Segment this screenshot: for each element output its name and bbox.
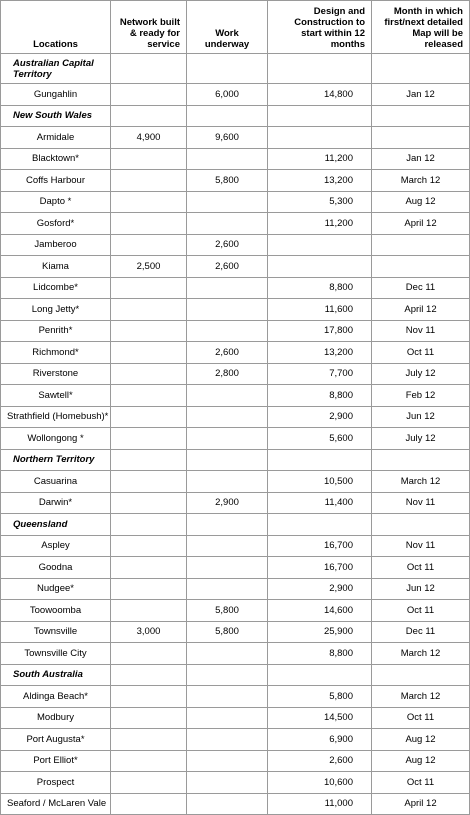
cell-work-underway (187, 643, 268, 665)
cell-location: Modbury (1, 707, 111, 729)
cell-work-underway (187, 299, 268, 321)
section-empty-cell (187, 105, 268, 127)
cell-network-built (111, 234, 187, 256)
section-empty-cell (187, 449, 268, 471)
cell-network-built (111, 170, 187, 192)
cell-design-construction: 14,800 (268, 84, 372, 106)
table-row (1, 320, 470, 342)
section-title: Australian Capital Territory (1, 54, 111, 84)
cell-month-released: Oct 11 (372, 342, 470, 364)
section-empty-cell (187, 664, 268, 686)
cell-month-released: Nov 11 (372, 535, 470, 557)
section-empty-cell (111, 514, 187, 536)
cell-design-construction (268, 234, 372, 256)
cell-network-built (111, 363, 187, 385)
table-row (1, 363, 470, 385)
section-empty-cell (187, 514, 268, 536)
cell-location: Kiama (1, 256, 111, 278)
cell-work-underway: 6,000 (187, 84, 268, 106)
cell-design-construction (268, 256, 372, 278)
header-network-built: Network built & ready for service (111, 1, 187, 54)
cell-location: Seaford / McLaren Vale (1, 793, 111, 815)
cell-month-released: Oct 11 (372, 707, 470, 729)
cell-work-underway: 5,800 (187, 600, 268, 622)
cell-work-underway (187, 729, 268, 751)
table-row (1, 492, 470, 514)
cell-work-underway: 2,800 (187, 363, 268, 385)
header-row (1, 1, 470, 54)
cell-location: Darwin* (1, 492, 111, 514)
cell-design-construction: 16,700 (268, 535, 372, 557)
table-row (1, 148, 470, 170)
section-empty-cell (372, 514, 470, 536)
table-row (1, 342, 470, 364)
cell-network-built: 3,000 (111, 621, 187, 643)
cell-month-released: Aug 12 (372, 191, 470, 213)
cell-design-construction: 6,900 (268, 729, 372, 751)
cell-location: Prospect (1, 772, 111, 794)
cell-month-released: March 12 (372, 471, 470, 493)
cell-work-underway (187, 686, 268, 708)
cell-design-construction: 11,400 (268, 492, 372, 514)
cell-design-construction: 13,200 (268, 342, 372, 364)
section-row (1, 54, 470, 84)
cell-month-released: Oct 11 (372, 772, 470, 794)
table-body (1, 54, 470, 815)
cell-network-built: 4,900 (111, 127, 187, 149)
cell-network-built (111, 148, 187, 170)
cell-work-underway: 2,600 (187, 234, 268, 256)
cell-design-construction: 2,900 (268, 578, 372, 600)
cell-work-underway (187, 406, 268, 428)
section-empty-cell (268, 664, 372, 686)
cell-location: Dapto * (1, 191, 111, 213)
cell-network-built (111, 213, 187, 235)
cell-month-released: April 12 (372, 793, 470, 815)
table-row (1, 406, 470, 428)
cell-work-underway: 2,900 (187, 492, 268, 514)
table-row (1, 256, 470, 278)
table-row (1, 385, 470, 407)
cell-network-built: 2,500 (111, 256, 187, 278)
cell-location: Sawtell* (1, 385, 111, 407)
table-row (1, 686, 470, 708)
cell-location: Toowoomba (1, 600, 111, 622)
cell-location: Long Jetty* (1, 299, 111, 321)
section-empty-cell (111, 449, 187, 471)
cell-design-construction (268, 127, 372, 149)
cell-network-built (111, 277, 187, 299)
cell-network-built (111, 772, 187, 794)
table-header (1, 1, 470, 54)
section-empty-cell (268, 514, 372, 536)
cell-work-underway (187, 471, 268, 493)
table-row (1, 471, 470, 493)
cell-network-built (111, 471, 187, 493)
header-month-released: Month in which first/next detailed Map will be released (372, 1, 470, 54)
table-row (1, 277, 470, 299)
cell-design-construction: 2,900 (268, 406, 372, 428)
cell-design-construction: 13,200 (268, 170, 372, 192)
cell-network-built (111, 385, 187, 407)
cell-network-built (111, 342, 187, 364)
cell-design-construction: 5,800 (268, 686, 372, 708)
cell-network-built (111, 643, 187, 665)
cell-network-built (111, 299, 187, 321)
cell-location: Richmond* (1, 342, 111, 364)
table-row (1, 84, 470, 106)
cell-location: Strathfield (Homebush)* (1, 406, 111, 428)
cell-month-released (372, 256, 470, 278)
cell-design-construction: 16,700 (268, 557, 372, 579)
cell-design-construction: 11,000 (268, 793, 372, 815)
cell-month-released: Aug 12 (372, 729, 470, 751)
cell-work-underway (187, 320, 268, 342)
cell-work-underway: 5,800 (187, 170, 268, 192)
cell-network-built (111, 729, 187, 751)
cell-work-underway (187, 750, 268, 772)
cell-network-built (111, 84, 187, 106)
section-row (1, 105, 470, 127)
section-empty-cell (268, 449, 372, 471)
cell-month-released: Dec 11 (372, 277, 470, 299)
section-title: Northern Territory (1, 449, 111, 471)
cell-design-construction: 8,800 (268, 277, 372, 299)
cell-network-built (111, 686, 187, 708)
table-row (1, 557, 470, 579)
table-row (1, 750, 470, 772)
table-row (1, 535, 470, 557)
cell-work-underway (187, 535, 268, 557)
cell-network-built (111, 600, 187, 622)
cell-work-underway (187, 277, 268, 299)
cell-month-released: Aug 12 (372, 750, 470, 772)
cell-month-released: Dec 11 (372, 621, 470, 643)
cell-location: Jamberoo (1, 234, 111, 256)
header-locations: Locations (1, 1, 111, 54)
cell-location: Goodna (1, 557, 111, 579)
cell-work-underway (187, 213, 268, 235)
cell-design-construction: 11,200 (268, 213, 372, 235)
cell-network-built (111, 793, 187, 815)
cell-month-released: April 12 (372, 299, 470, 321)
cell-location: Penrith* (1, 320, 111, 342)
cell-design-construction: 8,800 (268, 385, 372, 407)
cell-month-released: July 12 (372, 428, 470, 450)
cell-location: Lidcombe* (1, 277, 111, 299)
table-row (1, 793, 470, 815)
cell-work-underway (187, 793, 268, 815)
cell-month-released (372, 127, 470, 149)
section-title: New South Wales (1, 105, 111, 127)
cell-network-built (111, 428, 187, 450)
cell-design-construction: 14,500 (268, 707, 372, 729)
header-design-construction: Design and Construction to start within 12 months (268, 1, 372, 54)
cell-network-built (111, 707, 187, 729)
table-row (1, 191, 470, 213)
table-row (1, 170, 470, 192)
cell-location: Gosford* (1, 213, 111, 235)
cell-design-construction: 2,600 (268, 750, 372, 772)
cell-work-underway (187, 578, 268, 600)
table-row (1, 600, 470, 622)
section-empty-cell (268, 54, 372, 84)
header-work-underway: Work underway (187, 1, 268, 54)
cell-work-underway: 5,800 (187, 621, 268, 643)
cell-network-built (111, 578, 187, 600)
cell-design-construction: 17,800 (268, 320, 372, 342)
cell-location: Port Augusta* (1, 729, 111, 751)
section-empty-cell (372, 449, 470, 471)
cell-month-released: Jan 12 (372, 84, 470, 106)
cell-design-construction: 5,600 (268, 428, 372, 450)
cell-location: Townsville (1, 621, 111, 643)
cell-month-released (372, 234, 470, 256)
cell-design-construction: 10,600 (268, 772, 372, 794)
table-row (1, 643, 470, 665)
cell-network-built (111, 750, 187, 772)
cell-design-construction: 10,500 (268, 471, 372, 493)
cell-month-released: Jun 12 (372, 578, 470, 600)
cell-work-underway (187, 707, 268, 729)
cell-network-built (111, 492, 187, 514)
section-row (1, 514, 470, 536)
table-row (1, 707, 470, 729)
section-empty-cell (111, 105, 187, 127)
cell-month-released: Nov 11 (372, 320, 470, 342)
cell-design-construction: 14,600 (268, 600, 372, 622)
cell-work-underway (187, 385, 268, 407)
cell-work-underway: 9,600 (187, 127, 268, 149)
cell-location: Port Elliot* (1, 750, 111, 772)
cell-location: Casuarina (1, 471, 111, 493)
cell-work-underway (187, 191, 268, 213)
cell-month-released: Jan 12 (372, 148, 470, 170)
cell-location: Armidale (1, 127, 111, 149)
table-row (1, 127, 470, 149)
table-row (1, 729, 470, 751)
section-empty-cell (187, 54, 268, 84)
cell-location: Aldinga Beach* (1, 686, 111, 708)
section-empty-cell (111, 664, 187, 686)
cell-month-released: March 12 (372, 170, 470, 192)
cell-network-built (111, 320, 187, 342)
section-row (1, 664, 470, 686)
cell-network-built (111, 535, 187, 557)
cell-month-released: April 12 (372, 213, 470, 235)
cell-design-construction: 11,600 (268, 299, 372, 321)
section-empty-cell (372, 105, 470, 127)
cell-month-released: March 12 (372, 686, 470, 708)
table-row (1, 621, 470, 643)
table-row (1, 234, 470, 256)
cell-work-underway (187, 772, 268, 794)
cell-location: Coffs Harbour (1, 170, 111, 192)
cell-month-released: July 12 (372, 363, 470, 385)
cell-location: Aspley (1, 535, 111, 557)
cell-month-released: Nov 11 (372, 492, 470, 514)
cell-design-construction: 8,800 (268, 643, 372, 665)
cell-work-underway: 2,600 (187, 342, 268, 364)
section-row (1, 449, 470, 471)
table-row (1, 428, 470, 450)
cell-month-released: March 12 (372, 643, 470, 665)
section-empty-cell (268, 105, 372, 127)
cell-location: Riverstone (1, 363, 111, 385)
section-empty-cell (372, 54, 470, 84)
cell-location: Gungahlin (1, 84, 111, 106)
cell-work-underway (187, 428, 268, 450)
cell-location: Wollongong * (1, 428, 111, 450)
cell-work-underway (187, 148, 268, 170)
cell-network-built (111, 406, 187, 428)
cell-design-construction: 5,300 (268, 191, 372, 213)
cell-month-released: Jun 12 (372, 406, 470, 428)
cell-work-underway (187, 557, 268, 579)
cell-month-released: Oct 11 (372, 557, 470, 579)
cell-location: Blacktown* (1, 148, 111, 170)
cell-work-underway: 2,600 (187, 256, 268, 278)
cell-design-construction: 25,900 (268, 621, 372, 643)
table-row (1, 772, 470, 794)
cell-design-construction: 7,700 (268, 363, 372, 385)
table-row (1, 213, 470, 235)
section-title: Queensland (1, 514, 111, 536)
cell-location: Nudgee* (1, 578, 111, 600)
cell-location: Townsville City (1, 643, 111, 665)
cell-month-released: Oct 11 (372, 600, 470, 622)
table-row (1, 299, 470, 321)
section-title: South Australia (1, 664, 111, 686)
cell-design-construction: 11,200 (268, 148, 372, 170)
cell-month-released: Feb 12 (372, 385, 470, 407)
cell-network-built (111, 191, 187, 213)
section-empty-cell (372, 664, 470, 686)
table-row (1, 578, 470, 600)
section-empty-cell (111, 54, 187, 84)
cell-network-built (111, 557, 187, 579)
